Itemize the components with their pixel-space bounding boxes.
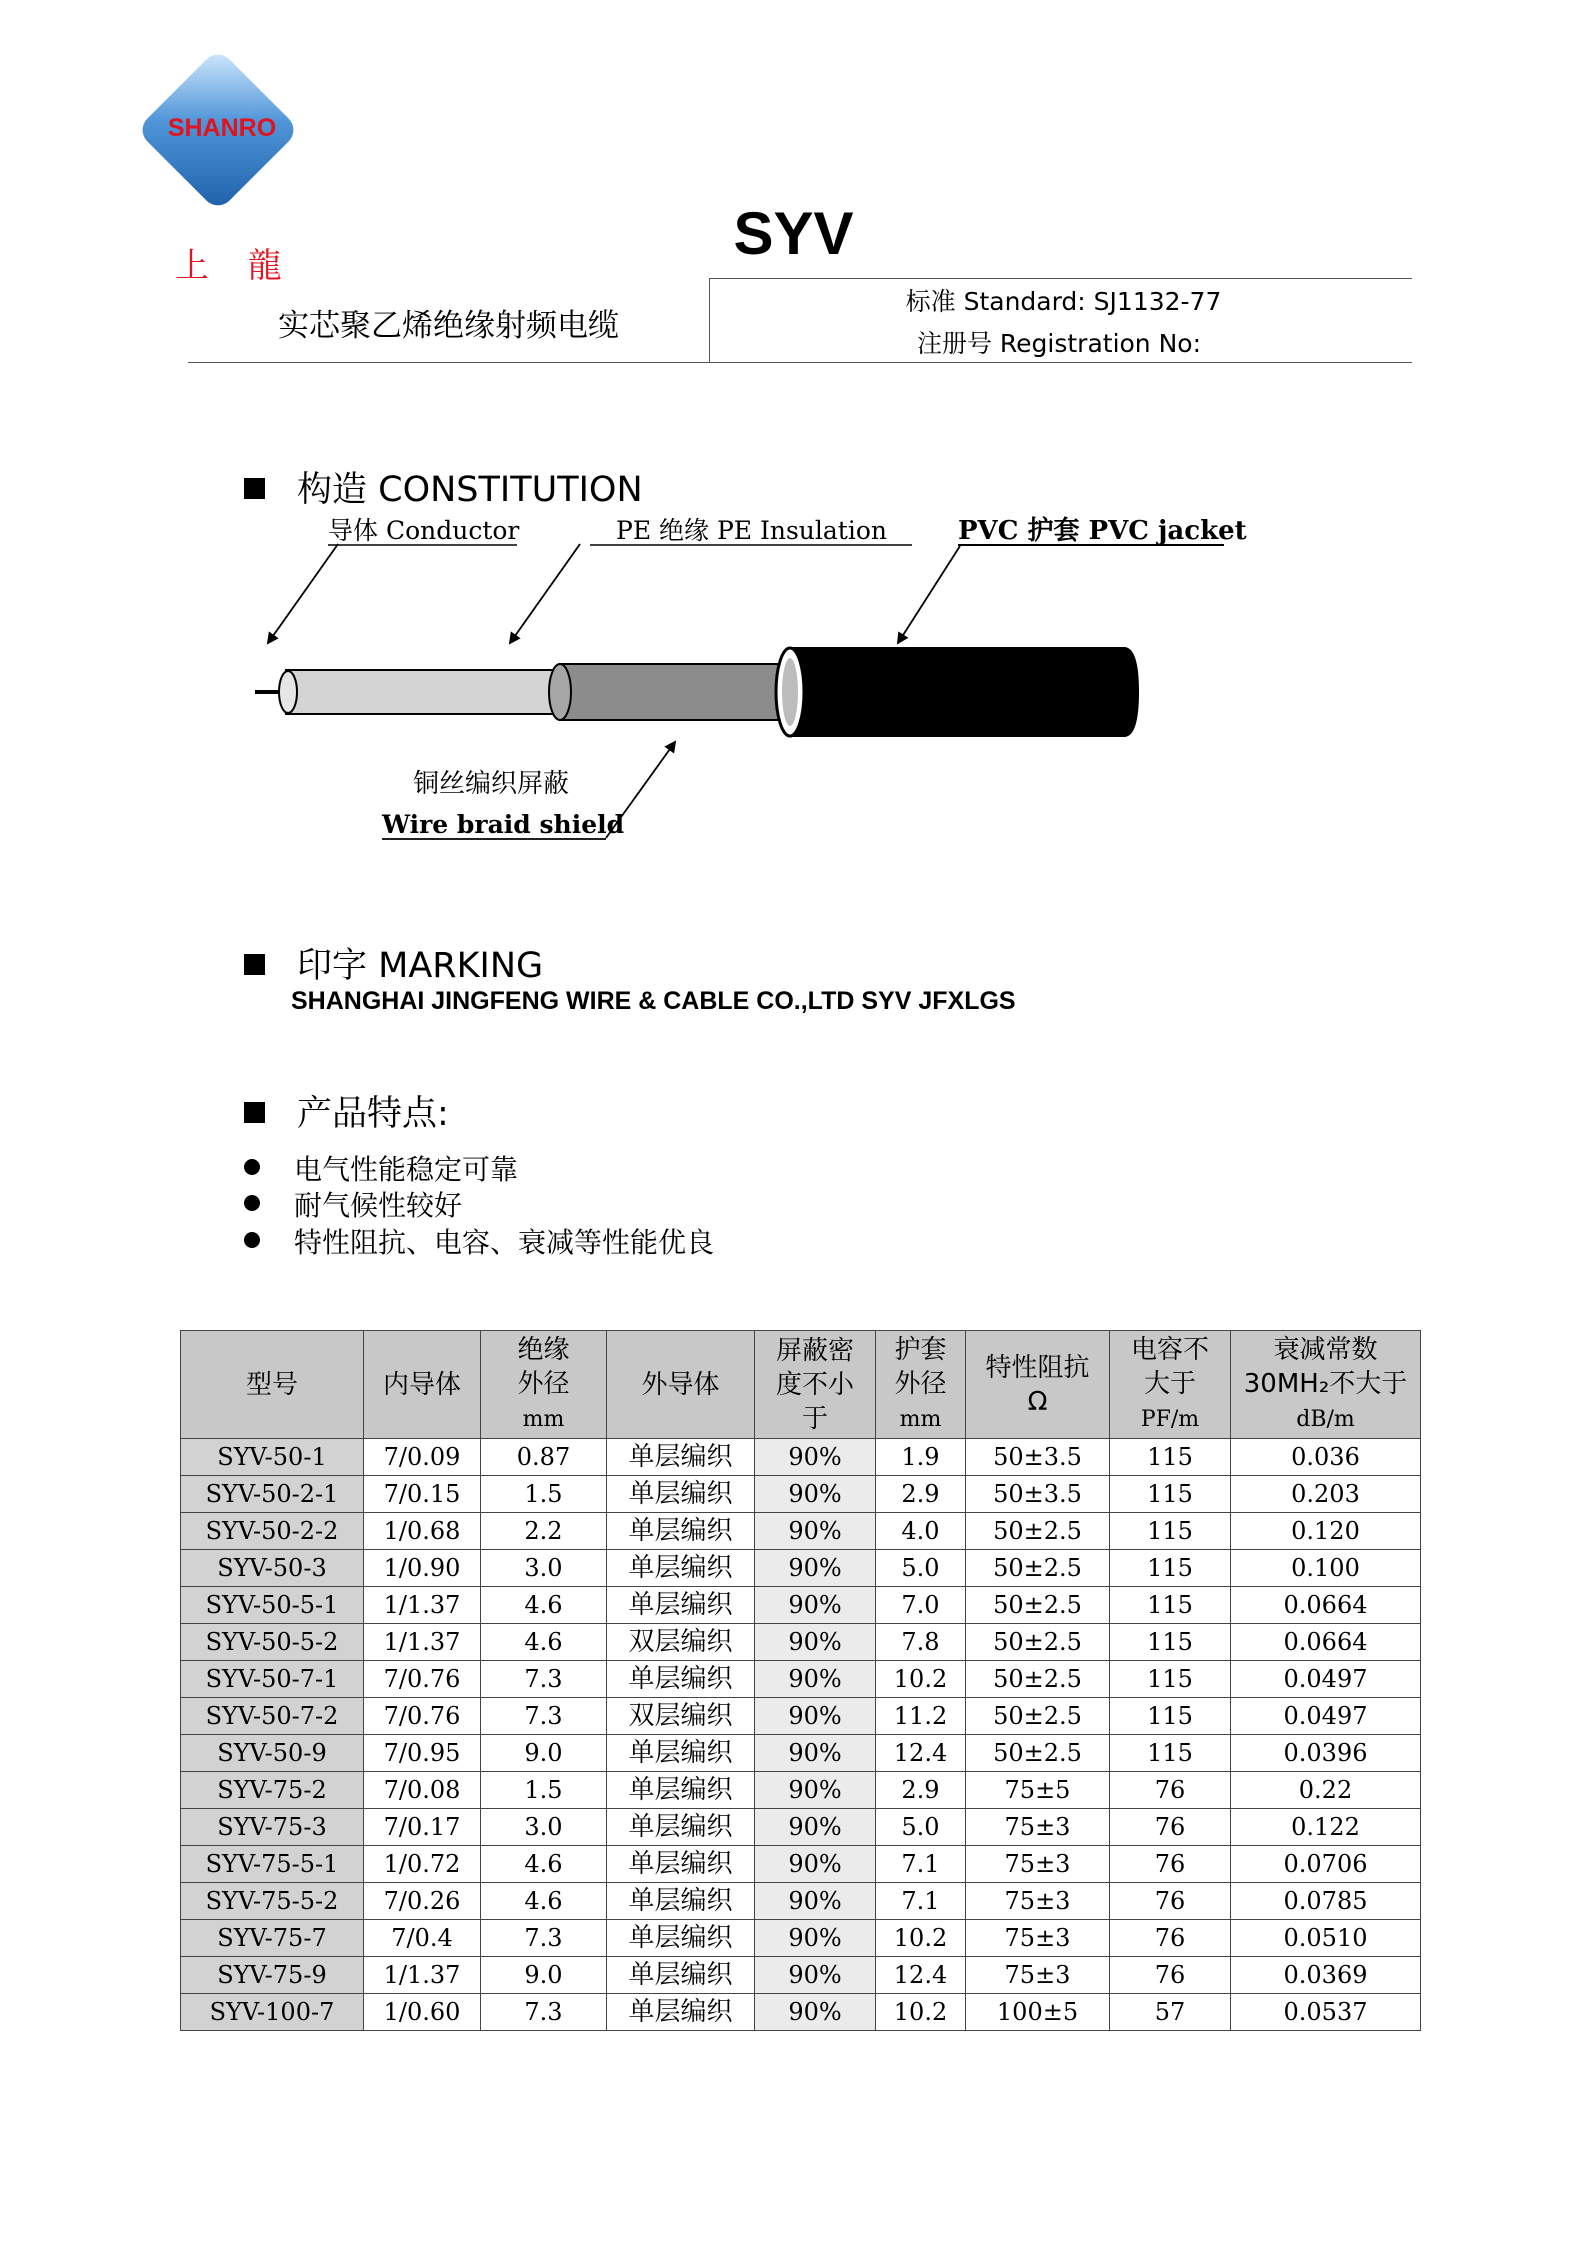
table-cell: 115 — [1110, 1550, 1231, 1587]
table-cell: 1/0.90 — [364, 1550, 481, 1587]
table-cell: 3.0 — [481, 1550, 607, 1587]
table-cell: 50±2.5 — [966, 1624, 1110, 1661]
table-cell: 9.0 — [481, 1957, 607, 1994]
table-cell: 1/1.37 — [364, 1957, 481, 1994]
table-cell: 单层编织 — [607, 1550, 755, 1587]
feature-item: 特性阻抗、电容、衰减等性能优良 — [244, 1221, 714, 1261]
table-cell: 115 — [1110, 1698, 1231, 1735]
table-cell: 76 — [1110, 1846, 1231, 1883]
table-row — [181, 1661, 1421, 1698]
jacket-label: PVC 护套 PVC jacket — [958, 516, 1247, 546]
table-cell: 7/0.17 — [364, 1809, 481, 1846]
insulation-label: PE 绝缘 PE Insulation — [616, 516, 887, 545]
table-cell: 0.036 — [1231, 1439, 1421, 1476]
page-title: SYV — [733, 200, 854, 267]
table-cell: 7/0.26 — [364, 1883, 481, 1920]
table-cell: 0.87 — [481, 1439, 607, 1476]
table-cell: SYV-75-5-2 — [181, 1883, 364, 1920]
table-cell: SYV-75-5-1 — [181, 1846, 364, 1883]
table-cell: 1/1.37 — [364, 1624, 481, 1661]
table-cell: 115 — [1110, 1513, 1231, 1550]
shield-label-en: Wire braid shield — [382, 810, 625, 839]
marking-text: SHANGHAI JINGFENG WIRE & CABLE CO.,LTD SYV JFXLGS — [291, 987, 1016, 1015]
table-cell: 76 — [1110, 1957, 1231, 1994]
table-row — [181, 1476, 1421, 1513]
table-cell: 0.0497 — [1231, 1698, 1421, 1735]
table-cell: 115 — [1110, 1439, 1231, 1476]
table-cell: 单层编织 — [607, 1994, 755, 2031]
table-cell: 0.100 — [1231, 1550, 1421, 1587]
table-cell: 4.0 — [876, 1513, 966, 1550]
table-cell: 90% — [755, 1920, 876, 1957]
table-cell: 单层编织 — [607, 1957, 755, 1994]
spec-table — [180, 1330, 1421, 2031]
table-cell: SYV-75-7 — [181, 1920, 364, 1957]
table-row — [181, 1698, 1421, 1735]
table-cell: 75±3 — [966, 1883, 1110, 1920]
table-cell: SYV-75-3 — [181, 1809, 364, 1846]
table-cell: 5.0 — [876, 1809, 966, 1846]
table-cell: 10.2 — [876, 1661, 966, 1698]
table-cell: 115 — [1110, 1624, 1231, 1661]
table-cell: 50±3.5 — [966, 1476, 1110, 1513]
table-cell: 7/0.76 — [364, 1698, 481, 1735]
logo-text: SHANRO — [167, 114, 277, 142]
table-cell: 90% — [755, 1846, 876, 1883]
feature-item: 耐气候性较好 — [244, 1184, 462, 1224]
table-cell: 10.2 — [876, 1920, 966, 1957]
shield-label-cn: 铜丝编织屏蔽 — [413, 769, 570, 799]
table-cell: 50±2.5 — [966, 1698, 1110, 1735]
table-cell: 7.1 — [876, 1846, 966, 1883]
table-cell: 76 — [1110, 1809, 1231, 1846]
table-row — [181, 1846, 1421, 1883]
table-cell: 单层编织 — [607, 1809, 755, 1846]
column-header: 内导体 — [364, 1331, 481, 1439]
bullet-icon — [244, 1232, 260, 1248]
table-cell: 0.0537 — [1231, 1994, 1421, 2031]
table-cell: 50±2.5 — [966, 1661, 1110, 1698]
table-cell: 7/0.15 — [364, 1476, 481, 1513]
table-cell: SYV-50-2-2 — [181, 1513, 364, 1550]
table-cell: 10.2 — [876, 1994, 966, 2031]
table-cell: 1/0.72 — [364, 1846, 481, 1883]
table-cell: 90% — [755, 1772, 876, 1809]
table-cell: 0.22 — [1231, 1772, 1421, 1809]
square-bullet-icon — [244, 954, 265, 975]
table-cell: 0.0664 — [1231, 1624, 1421, 1661]
table-cell: 单层编织 — [607, 1735, 755, 1772]
table-cell: 2.9 — [876, 1476, 966, 1513]
header-divider-top — [709, 278, 1412, 279]
table-cell: 4.6 — [481, 1846, 607, 1883]
table-cell: 76 — [1110, 1883, 1231, 1920]
table-cell: 90% — [755, 1513, 876, 1550]
table-row — [181, 1624, 1421, 1661]
table-cell: 7.3 — [481, 1994, 607, 2031]
table-cell: SYV-50-9 — [181, 1735, 364, 1772]
table-cell: 90% — [755, 1439, 876, 1476]
table-cell: 75±3 — [966, 1809, 1110, 1846]
table-row — [181, 1994, 1421, 2031]
table-cell: 0.0369 — [1231, 1957, 1421, 1994]
table-cell: 单层编织 — [607, 1920, 755, 1957]
conductor-label: 导体 Conductor — [328, 516, 520, 545]
table-cell: 双层编织 — [607, 1698, 755, 1735]
table-cell: 单层编织 — [607, 1439, 755, 1476]
square-bullet-icon — [244, 1102, 265, 1123]
table-cell: SYV-100-7 — [181, 1994, 364, 2031]
table-row — [181, 1439, 1421, 1476]
table-cell: 90% — [755, 1661, 876, 1698]
feature-item: 电气性能稳定可靠 — [244, 1148, 518, 1188]
table-cell: 双层编织 — [607, 1624, 755, 1661]
table-cell: 1.9 — [876, 1439, 966, 1476]
bullet-icon — [244, 1195, 260, 1211]
table-cell: 1.5 — [481, 1772, 607, 1809]
table-cell: 90% — [755, 1994, 876, 2031]
table-cell: SYV-50-5-1 — [181, 1587, 364, 1624]
table-cell: 0.0510 — [1231, 1920, 1421, 1957]
table-cell: 7/0.09 — [364, 1439, 481, 1476]
table-cell: 2.9 — [876, 1772, 966, 1809]
table-cell: 7/0.76 — [364, 1661, 481, 1698]
table-cell: SYV-50-7-2 — [181, 1698, 364, 1735]
table-cell: SYV-50-1 — [181, 1439, 364, 1476]
table-cell: 12.4 — [876, 1735, 966, 1772]
table-cell: 0.0706 — [1231, 1846, 1421, 1883]
table-cell: 50±2.5 — [966, 1550, 1110, 1587]
table-cell: 7.1 — [876, 1883, 966, 1920]
table-cell: 0.0497 — [1231, 1661, 1421, 1698]
table-row — [181, 1772, 1421, 1809]
column-header: 屏蔽密 度不小 于 — [755, 1331, 876, 1439]
table-cell: 单层编织 — [607, 1883, 755, 1920]
table-cell: 90% — [755, 1698, 876, 1735]
table-cell: 75±3 — [966, 1920, 1110, 1957]
table-cell: 1/0.68 — [364, 1513, 481, 1550]
table-cell: 75±3 — [966, 1846, 1110, 1883]
table-cell: 75±3 — [966, 1957, 1110, 1994]
brand-chinese-name: 上 龍 — [175, 246, 296, 286]
table-cell: 50±2.5 — [966, 1587, 1110, 1624]
table-cell: 90% — [755, 1587, 876, 1624]
column-header: 型号 — [181, 1331, 364, 1439]
header-divider-bottom — [188, 362, 1412, 363]
table-cell: 3.0 — [481, 1809, 607, 1846]
standard-number: 标准 Standard: SJ1132-77 — [905, 287, 1222, 316]
column-header: 外导体 — [607, 1331, 755, 1439]
table-cell: 90% — [755, 1809, 876, 1846]
table-cell: 7.3 — [481, 1661, 607, 1698]
table-cell: 0.0396 — [1231, 1735, 1421, 1772]
table-cell: 0.0785 — [1231, 1883, 1421, 1920]
table-cell: 0.0664 — [1231, 1587, 1421, 1624]
table-cell: SYV-50-7-1 — [181, 1661, 364, 1698]
table-row — [181, 1809, 1421, 1846]
table-cell: 57 — [1110, 1994, 1231, 2031]
constitution-heading: 构造 CONSTITUTION — [244, 462, 643, 512]
table-cell: 单层编织 — [607, 1476, 755, 1513]
table-cell: 1/1.37 — [364, 1587, 481, 1624]
table-cell: 50±2.5 — [966, 1735, 1110, 1772]
table-row — [181, 1550, 1421, 1587]
table-cell: 单层编织 — [607, 1513, 755, 1550]
table-cell: 9.0 — [481, 1735, 607, 1772]
table-row — [181, 1883, 1421, 1920]
square-bullet-icon — [244, 478, 265, 499]
table-row — [181, 1920, 1421, 1957]
table-row — [181, 1957, 1421, 1994]
table-cell: 5.0 — [876, 1550, 966, 1587]
table-header-row — [181, 1331, 1421, 1439]
marking-heading: 印字 MARKING — [244, 938, 543, 988]
table-cell: 12.4 — [876, 1957, 966, 1994]
table-cell: 1/0.60 — [364, 1994, 481, 2031]
table-cell: SYV-50-3 — [181, 1550, 364, 1587]
table-cell: 2.2 — [481, 1513, 607, 1550]
table-cell: 76 — [1110, 1772, 1231, 1809]
table-cell: SYV-75-9 — [181, 1957, 364, 1994]
table-cell: 90% — [755, 1624, 876, 1661]
table-cell: 7.3 — [481, 1920, 607, 1957]
table-cell: 90% — [755, 1476, 876, 1513]
table-cell: 7/0.4 — [364, 1920, 481, 1957]
table-cell: 4.6 — [481, 1883, 607, 1920]
table-cell: 76 — [1110, 1920, 1231, 1957]
table-cell: 7/0.08 — [364, 1772, 481, 1809]
table-cell: 115 — [1110, 1587, 1231, 1624]
table-cell: 115 — [1110, 1476, 1231, 1513]
table-row — [181, 1513, 1421, 1550]
table-cell: 4.6 — [481, 1624, 607, 1661]
cable-diagram — [0, 500, 1587, 860]
table-cell: 75±5 — [966, 1772, 1110, 1809]
table-cell: 50±3.5 — [966, 1439, 1110, 1476]
table-cell: 7.8 — [876, 1624, 966, 1661]
table-cell: 单层编织 — [607, 1772, 755, 1809]
table-cell: 1.5 — [481, 1476, 607, 1513]
table-cell: 90% — [755, 1883, 876, 1920]
table-cell: 90% — [755, 1550, 876, 1587]
product-name: 实芯聚乙烯绝缘射频电缆 — [278, 308, 619, 344]
table-cell: SYV-75-2 — [181, 1772, 364, 1809]
column-header: 衰减常数 30MH₂不大于 dB/m — [1231, 1331, 1421, 1439]
table-cell: 11.2 — [876, 1698, 966, 1735]
column-header: 电容不 大于 PF/m — [1110, 1331, 1231, 1439]
registration-number: 注册号 Registration No: — [916, 329, 1202, 358]
table-cell: 50±2.5 — [966, 1513, 1110, 1550]
table-cell: 0.122 — [1231, 1809, 1421, 1846]
table-cell: 90% — [755, 1957, 876, 1994]
table-row — [181, 1735, 1421, 1772]
table-cell: 单层编织 — [607, 1587, 755, 1624]
table-cell: 100±5 — [966, 1994, 1110, 2031]
table-cell: 单层编织 — [607, 1661, 755, 1698]
bullet-icon — [244, 1159, 260, 1175]
table-cell: 0.203 — [1231, 1476, 1421, 1513]
table-cell: SYV-50-2-1 — [181, 1476, 364, 1513]
column-header: 特性阻抗 Ω — [966, 1331, 1110, 1439]
table-cell: 90% — [755, 1735, 876, 1772]
table-cell: 0.120 — [1231, 1513, 1421, 1550]
table-cell: SYV-50-5-2 — [181, 1624, 364, 1661]
table-cell: 115 — [1110, 1661, 1231, 1698]
table-cell: 7.3 — [481, 1698, 607, 1735]
table-cell: 115 — [1110, 1735, 1231, 1772]
table-cell: 7/0.95 — [364, 1735, 481, 1772]
table-row — [181, 1587, 1421, 1624]
table-cell: 4.6 — [481, 1587, 607, 1624]
column-header: 护套 外径 mm — [876, 1331, 966, 1439]
column-header: 绝缘 外径 mm — [481, 1331, 607, 1439]
table-cell: 单层编织 — [607, 1846, 755, 1883]
table-cell: 7.0 — [876, 1587, 966, 1624]
features-heading: 产品特点: — [244, 1086, 449, 1136]
